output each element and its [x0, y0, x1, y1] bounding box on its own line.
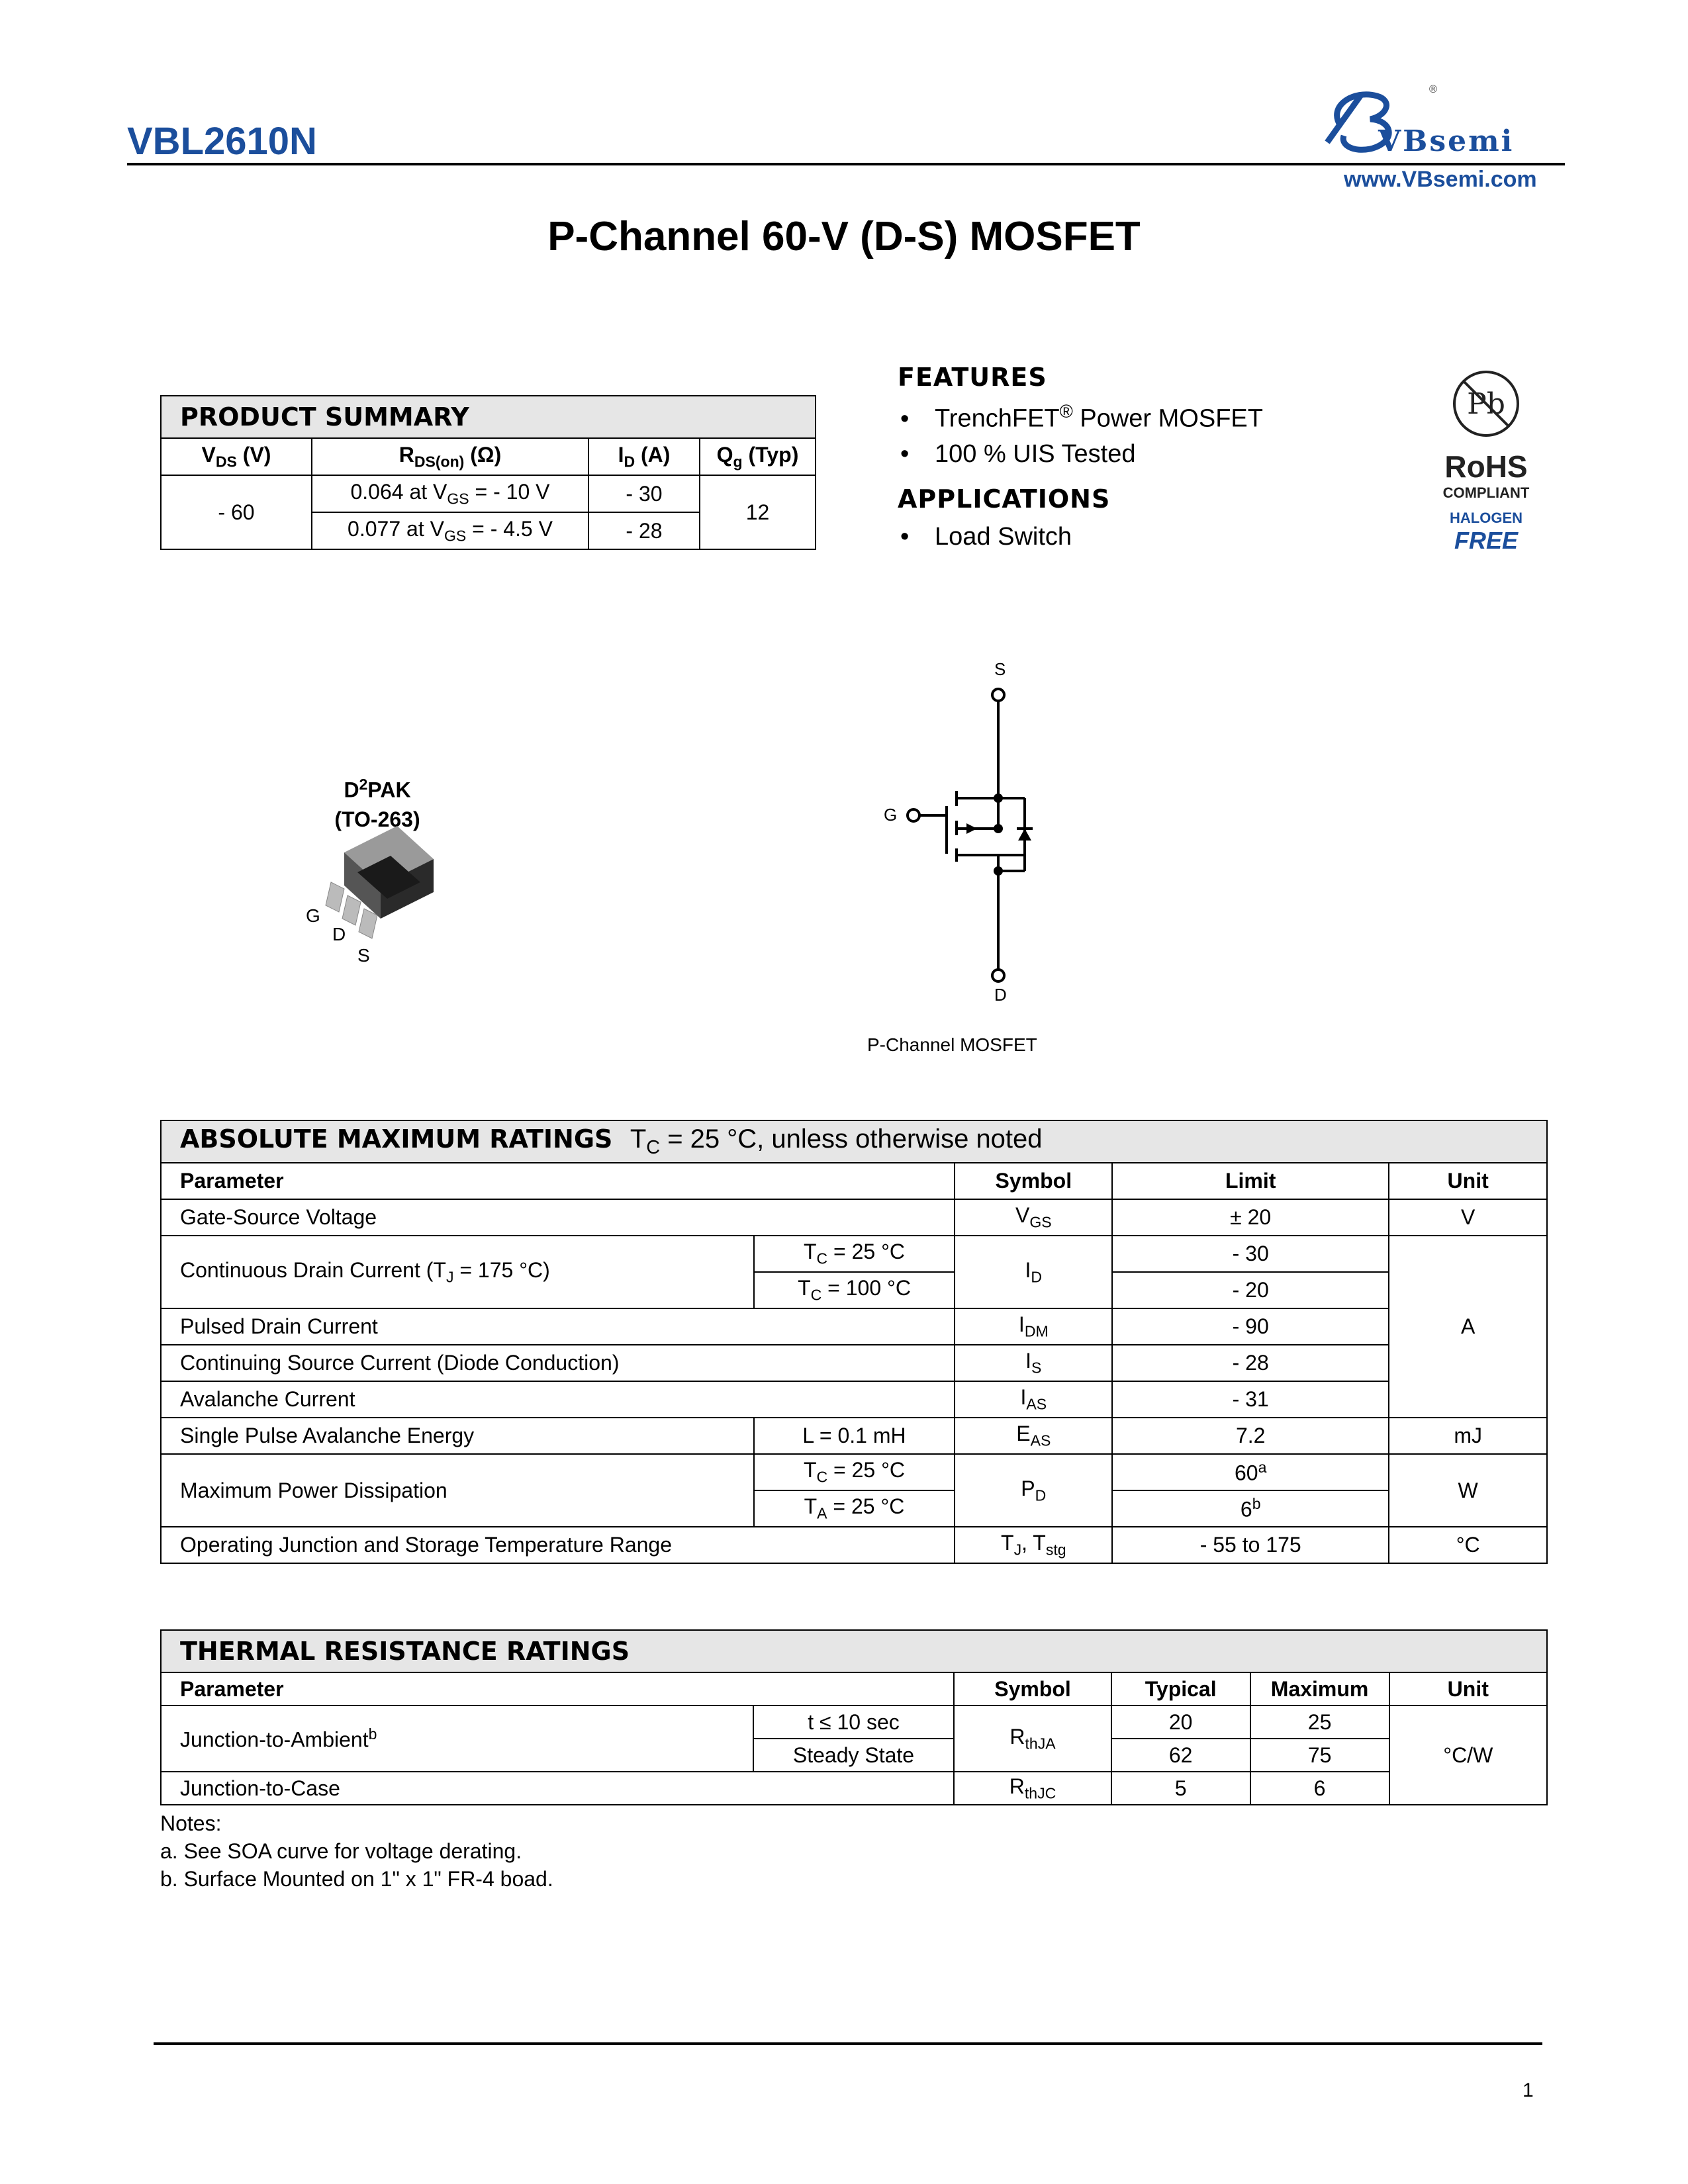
vds-value: - 60 [161, 475, 312, 549]
cond-tc25: $T_C = 25$ °C [754, 1236, 955, 1272]
cond-10sec: t ≤ 10 sec [753, 1706, 955, 1739]
param-temp: Operating Junction and Storage Temperature Range [161, 1527, 955, 1563]
notes-title: Notes: [160, 1811, 222, 1835]
thermal-col-unit: Unit [1389, 1672, 1547, 1706]
param-junction-ambient: Junction-to-Ambient$^b$ [161, 1706, 753, 1772]
sym-rthjc: $R_{thJC}$ [954, 1772, 1111, 1805]
limit-is: - 28 [1112, 1345, 1389, 1381]
limit-eas: 7.2 [1112, 1418, 1389, 1454]
part-number: VBL2610N [127, 120, 317, 163]
limit-id-100: - 20 [1112, 1272, 1389, 1308]
pin-d-label: D [332, 924, 346, 944]
product-summary-title: PRODUCT SUMMARY [161, 396, 816, 438]
sym-vgs: $V_{GS}$ [955, 1199, 1112, 1236]
typ-rthja-10s: 20 [1111, 1706, 1250, 1739]
unit-cw: °C/W [1389, 1706, 1547, 1805]
feature-item: • 100 % UIS Tested [900, 439, 1136, 468]
limit-pd-ta: 6$^b$ [1112, 1490, 1389, 1527]
application-item: • Load Switch [900, 522, 1072, 551]
sym-ias: $I_{AS}$ [955, 1381, 1112, 1418]
cond-steady: Steady State [753, 1739, 955, 1772]
pb-free-icon [1450, 367, 1523, 440]
limit-ias: - 31 [1112, 1381, 1389, 1418]
symbol-caption: P-Channel MOSFET [867, 1034, 1037, 1055]
id-value: - 30 [588, 475, 700, 512]
max-rthjc: 6 [1250, 1772, 1389, 1805]
limit-pd-tc: 60$^a$ [1112, 1454, 1389, 1490]
sym-idm: $I_{DM}$ [955, 1308, 1112, 1345]
limit-idm: - 90 [1112, 1308, 1389, 1345]
pin-g-label: G [306, 905, 320, 926]
product-summary-table [160, 395, 816, 550]
param-cont-drain: Continuous Drain Current ($T_J = 175$ °C) [161, 1236, 754, 1308]
pb-text: Pb [1467, 387, 1505, 421]
rds-value: 0.077 at $V_{GS}$ = - 4.5 V [312, 512, 588, 549]
max-rthja-10s: 25 [1250, 1706, 1389, 1739]
typ-rthja-ss: 62 [1111, 1739, 1250, 1772]
cond-inductance: L = 0.1 mH [754, 1418, 955, 1454]
halogen-label: HALOGEN [1450, 510, 1523, 526]
vbsemi-logo [1314, 79, 1566, 169]
page-number: 1 [1523, 2079, 1534, 2101]
cond-tc25-power: $T_C = 25$ °C [754, 1454, 955, 1490]
document-title: P-Channel 60-V (D-S) MOSFET [547, 214, 1141, 259]
thermal-col-typical: Typical [1111, 1672, 1250, 1706]
amr-title: ABSOLUTE MAXIMUM RATINGS $T_C = 25$ °C, unless otherwise noted [161, 1120, 1547, 1163]
param-junction-case: Junction-to-Case [161, 1772, 954, 1805]
pin-s-label: S [357, 945, 370, 966]
sym-pd: $P_D$ [955, 1454, 1112, 1527]
param-avalanche: Avalanche Current [161, 1381, 955, 1418]
source-label: S [994, 659, 1006, 679]
note-a: a. See SOA curve for voltage derating. [160, 1839, 522, 1863]
amr-col-parameter: Parameter [161, 1163, 955, 1199]
thermal-col-maximum: Maximum [1250, 1672, 1389, 1706]
rohs-compliant: COMPLIANT [1442, 484, 1530, 501]
absolute-maximum-ratings-table [160, 1120, 1548, 1564]
col-id: $I_D$ (A) [588, 438, 700, 475]
unit-vgs: V [1389, 1199, 1547, 1236]
param-pulsed: Pulsed Drain Current [161, 1308, 955, 1345]
col-vds: $V_{DS}$ (V) [161, 438, 312, 475]
param-gate-source: Gate-Source Voltage [161, 1199, 955, 1236]
package-name: $D^2PAK$ (TO-263) [334, 776, 420, 831]
registered-mark: ® [1428, 83, 1438, 95]
limit-vgs: ± 20 [1112, 1199, 1389, 1236]
cond-tc100: $T_C = 100$ °C [754, 1272, 955, 1308]
applications-title: APPLICATIONS [898, 484, 1111, 514]
param-source: Continuing Source Current (Diode Conduction) [161, 1345, 955, 1381]
sym-eas: $E_{AS}$ [955, 1418, 1112, 1454]
unit-watts: W [1389, 1454, 1547, 1527]
limit-temp: - 55 to 175 [1112, 1527, 1389, 1563]
package-drawing [291, 813, 463, 981]
unit-mj: mJ [1389, 1418, 1547, 1454]
gate-label: G [884, 805, 898, 825]
unit-celsius: °C [1389, 1527, 1547, 1563]
max-rthja-ss: 75 [1250, 1739, 1389, 1772]
sym-rthja: $R_{thJA}$ [954, 1706, 1111, 1772]
rohs-title: RoHS [1444, 449, 1528, 484]
thermal-title: THERMAL RESISTANCE RATINGS [161, 1630, 1547, 1672]
note-b: b. Surface Mounted on 1" x 1" FR-4 boad. [160, 1867, 553, 1891]
drain-label: D [994, 985, 1007, 1005]
cond-ta25-power: $T_A = 25$ °C [754, 1490, 955, 1527]
limit-id-25: - 30 [1112, 1236, 1389, 1272]
rohs-badge [1430, 367, 1542, 555]
id-value: - 28 [588, 512, 700, 549]
sym-tj-tstg: $T_J$, $T_{stg}$ [955, 1527, 1112, 1563]
halogen-free-label: FREE [1454, 527, 1518, 554]
param-energy: Single Pulse Avalanche Energy [161, 1418, 754, 1454]
col-rds: $R_{DS(on)}$ (Ω) [312, 438, 588, 475]
amr-col-symbol: Symbol [955, 1163, 1112, 1199]
unit-amps: A [1389, 1236, 1547, 1418]
website-link[interactable]: www.VBsemi.com [1344, 167, 1537, 192]
param-power: Maximum Power Dissipation [161, 1454, 754, 1527]
amr-col-unit: Unit [1389, 1163, 1547, 1199]
thermal-resistance-table [160, 1629, 1548, 1805]
features-section [898, 363, 1263, 551]
notes [160, 1809, 553, 1893]
mosfet-symbol [861, 655, 1072, 1016]
typ-rthjc: 5 [1111, 1772, 1250, 1805]
col-qg: $Q_g$ (Typ) [700, 438, 816, 475]
thermal-col-parameter: Parameter [161, 1672, 954, 1706]
sym-id: $I_D$ [955, 1236, 1112, 1308]
thermal-col-symbol: Symbol [954, 1672, 1111, 1706]
features-title: FEATURES [898, 363, 1047, 392]
qg-value: 12 [700, 475, 816, 549]
rds-value: 0.064 at $V_{GS}$ = - 10 V [312, 475, 588, 512]
amr-col-limit: Limit [1112, 1163, 1389, 1199]
brand-name: VBsemi [1378, 124, 1515, 158]
footer-rule [154, 2042, 1542, 2045]
sym-is: $I_S$ [955, 1345, 1112, 1381]
feature-item: • TrenchFET® Power MOSFET [900, 401, 1263, 433]
